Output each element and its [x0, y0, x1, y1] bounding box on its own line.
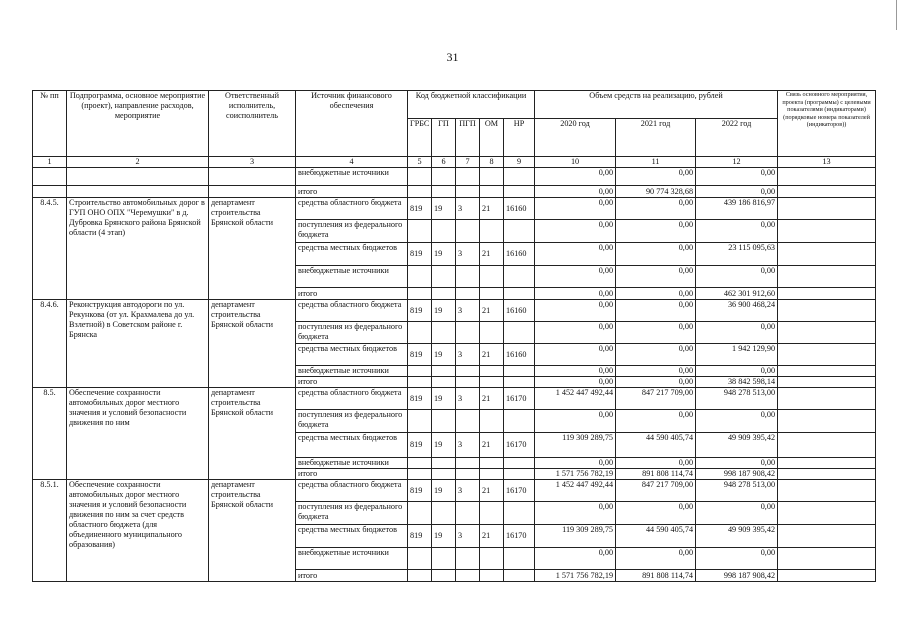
value-cell: 23 115 095,63: [696, 243, 778, 266]
code-cell: 16160: [504, 344, 535, 366]
value-cell: 0,00: [616, 243, 696, 266]
row-number-cell: 8.5.: [33, 388, 67, 480]
code-cell: 3: [456, 198, 480, 220]
code-cell: [456, 168, 480, 186]
value-cell: 0,00: [535, 168, 616, 186]
code-cell: 19: [432, 388, 456, 410]
code-cell: [432, 548, 456, 570]
header-num: № пп: [33, 91, 67, 157]
value-cell: 0,00: [696, 322, 778, 344]
code-cell: [408, 410, 432, 433]
value-cell: 0,00: [535, 322, 616, 344]
value-cell: 0,00: [696, 458, 778, 469]
code-cell: 16160: [504, 300, 535, 322]
row-number-cell: 8.4.6.: [33, 300, 67, 388]
value-cell: 0,00: [696, 502, 778, 525]
code-cell: [504, 266, 535, 288]
table-row: [33, 198, 876, 220]
value-cell: 90 774 328,68: [616, 186, 696, 198]
code-cell: 16160: [504, 198, 535, 220]
code-cell: [408, 502, 432, 525]
code-cell: [432, 288, 456, 300]
value-cell: 0,00: [696, 410, 778, 433]
code-cell: [504, 220, 535, 243]
code-cell: [456, 366, 480, 377]
code-cell: [456, 469, 480, 480]
code-cell: 3: [456, 243, 480, 266]
value-cell: 0,00: [696, 220, 778, 243]
link-cell: [778, 186, 876, 198]
source-cell: итого: [296, 288, 408, 300]
code-cell: 21: [480, 300, 504, 322]
link-cell: [778, 243, 876, 266]
code-cell: 21: [480, 344, 504, 366]
value-cell: 0,00: [535, 410, 616, 433]
code-cell: [480, 266, 504, 288]
source-cell: средства местных бюджетов: [296, 344, 408, 366]
code-cell: [408, 469, 432, 480]
margin-mark: [896, 0, 897, 30]
value-cell: 119 309 289,75: [535, 433, 616, 458]
source-cell: итого: [296, 469, 408, 480]
executor-cell: [209, 168, 296, 186]
code-cell: [456, 322, 480, 344]
code-cell: [480, 366, 504, 377]
link-cell: [778, 366, 876, 377]
value-cell: 0,00: [696, 366, 778, 377]
link-cell: [778, 288, 876, 300]
code-cell: [408, 366, 432, 377]
code-cell: [408, 377, 432, 388]
code-cell: [432, 377, 456, 388]
code-cell: [432, 502, 456, 525]
code-cell: 21: [480, 525, 504, 548]
value-cell: 0,00: [616, 502, 696, 525]
source-cell: поступления из федерального бюджета: [296, 502, 408, 525]
header-grbs: ГРБС: [408, 119, 432, 157]
value-cell: 38 842 598,14: [696, 377, 778, 388]
code-cell: [408, 570, 432, 582]
code-cell: [432, 570, 456, 582]
code-cell: [480, 168, 504, 186]
measure-cell: [67, 168, 209, 186]
code-cell: [456, 410, 480, 433]
code-cell: [504, 186, 535, 198]
code-cell: [432, 410, 456, 433]
code-cell: 19: [432, 433, 456, 458]
value-cell: 0,00: [535, 220, 616, 243]
code-cell: 19: [432, 525, 456, 548]
code-cell: [456, 570, 480, 582]
code-cell: [504, 548, 535, 570]
value-cell: 1 571 756 782,19: [535, 469, 616, 480]
source-cell: поступления из федерального бюджета: [296, 410, 408, 433]
code-cell: 19: [432, 198, 456, 220]
code-cell: 19: [432, 243, 456, 266]
code-cell: [480, 377, 504, 388]
code-cell: [504, 377, 535, 388]
code-cell: 819: [408, 388, 432, 410]
value-cell: 0,00: [616, 344, 696, 366]
code-cell: [432, 458, 456, 469]
link-cell: [778, 377, 876, 388]
source-cell: внебюджетные источники: [296, 168, 408, 186]
page-number: 31: [446, 50, 459, 64]
link-cell: [778, 433, 876, 458]
code-cell: 21: [480, 198, 504, 220]
code-cell: 19: [432, 344, 456, 366]
link-cell: [778, 410, 876, 433]
code-cell: [408, 288, 432, 300]
link-cell: [778, 469, 876, 480]
code-cell: 3: [456, 344, 480, 366]
link-cell: [778, 198, 876, 220]
executor-cell: департамент строительства Брянской области: [209, 300, 296, 388]
value-cell: 49 909 395,42: [696, 433, 778, 458]
table-row: [33, 388, 876, 410]
measure-cell: [67, 186, 209, 198]
column-number: 5: [408, 157, 432, 168]
code-cell: [456, 377, 480, 388]
measure-cell: Обеспечение сохранности автомобильных дорог местного значения и условий безопасности движения по ним за счет средств областного бюджета (для объединенного муниципального образования): [67, 480, 209, 582]
column-number: 4: [296, 157, 408, 168]
column-number: 9: [504, 157, 535, 168]
code-cell: 16160: [504, 243, 535, 266]
code-cell: 819: [408, 525, 432, 548]
code-cell: [480, 410, 504, 433]
link-cell: [778, 168, 876, 186]
code-cell: [408, 186, 432, 198]
value-cell: 0,00: [616, 458, 696, 469]
code-cell: 819: [408, 198, 432, 220]
source-cell: средства областного бюджета: [296, 480, 408, 502]
code-cell: [504, 288, 535, 300]
code-cell: 19: [432, 480, 456, 502]
column-number: 10: [535, 157, 616, 168]
code-cell: [456, 288, 480, 300]
value-cell: 0,00: [616, 288, 696, 300]
code-cell: [408, 322, 432, 344]
value-cell: 948 278 513,00: [696, 388, 778, 410]
link-cell: [778, 458, 876, 469]
code-cell: [456, 458, 480, 469]
code-cell: 3: [456, 525, 480, 548]
value-cell: 0,00: [616, 198, 696, 220]
link-cell: [778, 502, 876, 525]
column-number: 2: [67, 157, 209, 168]
header-year-2022: 2022 год: [696, 119, 778, 157]
measure-cell: Реконструкция автодороги по ул. Рекункова (от ул. Крахмалева до ул. Взлетной) в Советском районе г. Брянска: [67, 300, 209, 388]
value-cell: 0,00: [535, 458, 616, 469]
value-cell: 0,00: [535, 502, 616, 525]
value-cell: 119 309 289,75: [535, 525, 616, 548]
column-number: 12: [696, 157, 778, 168]
value-cell: 1 571 756 782,19: [535, 570, 616, 582]
source-cell: средства областного бюджета: [296, 198, 408, 220]
source-cell: итого: [296, 570, 408, 582]
code-cell: 21: [480, 480, 504, 502]
source-cell: внебюджетные источники: [296, 458, 408, 469]
code-cell: [504, 168, 535, 186]
value-cell: 847 217 709,00: [616, 388, 696, 410]
table-row: [33, 480, 876, 502]
header-om: ОМ: [480, 119, 504, 157]
code-cell: 3: [456, 433, 480, 458]
row-number-cell: [33, 168, 67, 186]
column-number: 11: [616, 157, 696, 168]
row-number-cell: 8.4.5.: [33, 198, 67, 300]
value-cell: 0,00: [616, 300, 696, 322]
value-cell: 36 900 468,24: [696, 300, 778, 322]
source-cell: средства местных бюджетов: [296, 525, 408, 548]
header-year-2021: 2021 год: [616, 119, 696, 157]
source-cell: итого: [296, 377, 408, 388]
code-cell: [432, 322, 456, 344]
value-cell: 0,00: [616, 366, 696, 377]
source-cell: итого: [296, 186, 408, 198]
code-cell: [480, 288, 504, 300]
header-year-2020: 2020 год: [535, 119, 616, 157]
column-number: 13: [778, 157, 876, 168]
value-cell: 998 187 908,42: [696, 570, 778, 582]
code-cell: [432, 168, 456, 186]
value-cell: 44 590 405,74: [616, 433, 696, 458]
code-cell: [408, 458, 432, 469]
source-cell: внебюджетные источники: [296, 366, 408, 377]
header-nr: НР: [504, 119, 535, 157]
value-cell: 0,00: [535, 377, 616, 388]
value-cell: 1 452 447 492,44: [535, 480, 616, 502]
value-cell: 439 186 816,97: [696, 198, 778, 220]
code-cell: 819: [408, 480, 432, 502]
header-source: Источник финансового обеспечения: [296, 91, 408, 157]
source-cell: средства областного бюджета: [296, 388, 408, 410]
value-cell: 0,00: [535, 186, 616, 198]
source-cell: средства местных бюджетов: [296, 243, 408, 266]
code-cell: 21: [480, 433, 504, 458]
value-cell: 44 590 405,74: [616, 525, 696, 548]
link-cell: [778, 388, 876, 410]
code-cell: [432, 469, 456, 480]
value-cell: 0,00: [535, 344, 616, 366]
table-row: [33, 168, 876, 186]
link-cell: [778, 220, 876, 243]
code-cell: [480, 548, 504, 570]
link-cell: [778, 300, 876, 322]
measure-cell: Строительство автомобильных дорог в ГУП ОНО ОПХ "Черемушки" в д. Дубровка Брянского района Брянской области (4 этап): [67, 198, 209, 300]
table-row: [33, 300, 876, 322]
code-cell: 21: [480, 243, 504, 266]
header-link: Связь основного мероприятия, проекта (программы) с целевыми показателями (индикаторами) (порядковые номера показателей (индикаторов)): [778, 91, 876, 157]
code-cell: 16170: [504, 480, 535, 502]
value-cell: 0,00: [535, 366, 616, 377]
value-cell: 891 808 114,74: [616, 469, 696, 480]
code-cell: [504, 570, 535, 582]
value-cell: 891 808 114,74: [616, 570, 696, 582]
budget-table: [32, 90, 876, 582]
value-cell: 0,00: [535, 548, 616, 570]
code-cell: 819: [408, 344, 432, 366]
code-cell: [504, 469, 535, 480]
link-cell: [778, 480, 876, 502]
value-cell: 0,00: [616, 220, 696, 243]
column-number: 3: [209, 157, 296, 168]
column-number: 8: [480, 157, 504, 168]
value-cell: 462 301 912,60: [696, 288, 778, 300]
value-cell: 0,00: [616, 410, 696, 433]
row-number-cell: [33, 186, 67, 198]
source-cell: внебюджетные источники: [296, 548, 408, 570]
value-cell: 0,00: [696, 186, 778, 198]
executor-cell: департамент строительства Брянской области: [209, 480, 296, 582]
code-cell: 21: [480, 388, 504, 410]
measure-cell: Обеспечение сохранности автомобильных дорог местного значения и условий безопасности движения по ним: [67, 388, 209, 480]
link-cell: [778, 570, 876, 582]
value-cell: 0,00: [535, 243, 616, 266]
value-cell: 948 278 513,00: [696, 480, 778, 502]
code-cell: 819: [408, 300, 432, 322]
code-cell: [480, 502, 504, 525]
code-cell: [480, 322, 504, 344]
link-cell: [778, 344, 876, 366]
code-cell: [456, 266, 480, 288]
source-cell: поступления из федерального бюджета: [296, 322, 408, 344]
code-cell: [480, 186, 504, 198]
value-cell: 847 217 709,00: [616, 480, 696, 502]
header-pgp: ПГП: [456, 119, 480, 157]
value-cell: 998 187 908,42: [696, 469, 778, 480]
value-cell: 0,00: [616, 548, 696, 570]
header-executor: Ответственный исполнитель, соисполнитель: [209, 91, 296, 157]
value-cell: 0,00: [616, 322, 696, 344]
value-cell: 0,00: [696, 266, 778, 288]
header-gp: ГП: [432, 119, 456, 157]
value-cell: 0,00: [535, 288, 616, 300]
value-cell: 0,00: [696, 168, 778, 186]
code-cell: [480, 570, 504, 582]
code-cell: [480, 458, 504, 469]
value-cell: 0,00: [616, 377, 696, 388]
code-cell: [408, 168, 432, 186]
code-cell: 16170: [504, 388, 535, 410]
code-cell: 3: [456, 388, 480, 410]
value-cell: 49 909 395,42: [696, 525, 778, 548]
code-cell: [432, 266, 456, 288]
column-number-row: [33, 157, 876, 168]
code-cell: [456, 502, 480, 525]
value-cell: 0,00: [535, 266, 616, 288]
code-cell: 819: [408, 243, 432, 266]
code-cell: [504, 322, 535, 344]
executor-cell: департамент строительства Брянской области: [209, 388, 296, 480]
code-cell: [432, 220, 456, 243]
value-cell: 0,00: [535, 198, 616, 220]
link-cell: [778, 322, 876, 344]
code-cell: [480, 469, 504, 480]
code-cell: 16170: [504, 525, 535, 548]
value-cell: 1 452 447 492,44: [535, 388, 616, 410]
header-code-group: Код бюджетной классификации: [408, 91, 535, 119]
source-cell: поступления из федерального бюджета: [296, 220, 408, 243]
code-cell: [504, 458, 535, 469]
code-cell: [504, 410, 535, 433]
value-cell: 0,00: [535, 300, 616, 322]
code-cell: [408, 266, 432, 288]
link-cell: [778, 548, 876, 570]
source-cell: внебюджетные источники: [296, 266, 408, 288]
column-number: 7: [456, 157, 480, 168]
executor-cell: [209, 186, 296, 198]
column-number: 1: [33, 157, 67, 168]
value-cell: 1 942 129,90: [696, 344, 778, 366]
table-row: [33, 186, 876, 198]
header-volume-group: Объем средств на реализацию, рублей: [535, 91, 778, 119]
link-cell: [778, 266, 876, 288]
column-number: 6: [432, 157, 456, 168]
code-cell: 19: [432, 300, 456, 322]
code-cell: 3: [456, 480, 480, 502]
code-cell: [432, 186, 456, 198]
code-cell: 819: [408, 433, 432, 458]
value-cell: 0,00: [616, 266, 696, 288]
source-cell: средства местных бюджетов: [296, 433, 408, 458]
code-cell: [432, 366, 456, 377]
code-cell: [408, 220, 432, 243]
code-cell: [504, 502, 535, 525]
code-cell: [456, 186, 480, 198]
code-cell: [504, 366, 535, 377]
code-cell: 3: [456, 300, 480, 322]
header-measure: Подпрограмма, основное мероприятие (проект), направление расходов, мероприятие: [67, 91, 209, 157]
code-cell: [408, 548, 432, 570]
code-cell: [456, 220, 480, 243]
source-cell: средства областного бюджета: [296, 300, 408, 322]
code-cell: [456, 548, 480, 570]
code-cell: 16170: [504, 433, 535, 458]
row-number-cell: 8.5.1.: [33, 480, 67, 582]
value-cell: 0,00: [696, 548, 778, 570]
value-cell: 0,00: [616, 168, 696, 186]
link-cell: [778, 525, 876, 548]
code-cell: [480, 220, 504, 243]
executor-cell: департамент строительства Брянской области: [209, 198, 296, 300]
